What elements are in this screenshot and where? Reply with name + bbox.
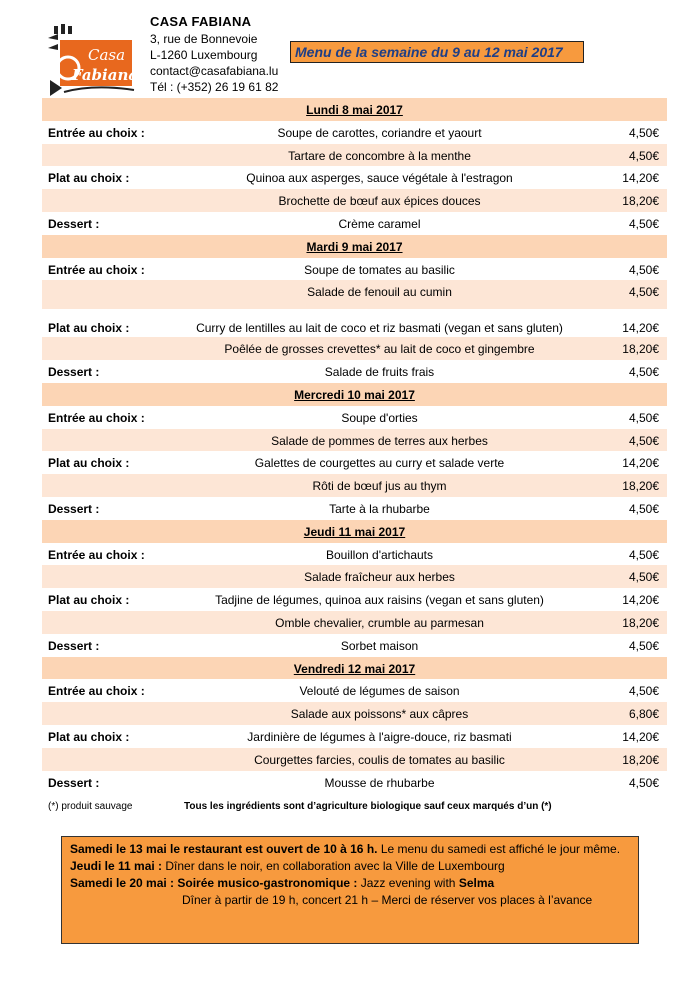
menu-row [42, 144, 667, 167]
svg-text:Casa: Casa [88, 46, 126, 64]
dish-price: 18,20€ [622, 479, 659, 494]
dish-price: 14,20€ [622, 171, 659, 186]
day-title: Lundi 8 mai 2017 [306, 103, 403, 117]
saturday-20-bold: Samedi le 20 mai : Soirée musico-gastronomique : [70, 876, 358, 890]
dish-price: 4,50€ [628, 262, 659, 277]
dish-name: Courgettes farcies, coulis de tomates au basilic [254, 752, 505, 767]
dish-name: Salade de fruits frais [324, 365, 435, 380]
course-label: Plat au choix : [48, 456, 130, 471]
dish-price: 4,50€ [628, 410, 659, 425]
dish-price: 18,20€ [622, 194, 659, 209]
course-label: Plat au choix : [48, 320, 130, 335]
dish-name: Rôti de bœuf jus au thym [312, 479, 447, 494]
menu-row [42, 474, 667, 497]
contact-telephone: Tél : (+352) 26 19 61 82 [150, 80, 279, 94]
dish-price: 4,50€ [628, 570, 659, 585]
dish-name: Sorbet maison [340, 638, 419, 653]
menu-row [42, 360, 667, 383]
dish-price: 14,20€ [622, 456, 659, 471]
course-label: Entrée au choix : [48, 262, 145, 277]
dish-name: Tadjine de légumes, quinoa aux raisins (vegan et sans gluten) [215, 593, 544, 608]
day-header [42, 657, 667, 680]
menu-row [42, 166, 667, 189]
dish-price: 6,80€ [628, 707, 659, 722]
dish-price: 4,50€ [628, 501, 659, 516]
saturday-13-notice [70, 841, 630, 858]
saturday-13-text: Le menu du samedi est affiché le jour même. [377, 842, 621, 856]
saturday-20-notice [70, 875, 630, 892]
wild-product-footnote: (*) produit sauvage [48, 801, 133, 812]
dish-name: Salade aux poissons* aux câpres [290, 707, 469, 722]
dish-price: 4,50€ [628, 216, 659, 231]
menu-row [42, 634, 667, 657]
svg-text:Fabiana: Fabiana [72, 66, 138, 84]
saturday-20-text: Jazz evening with [357, 876, 459, 890]
menu-row [42, 212, 667, 235]
dish-price: 18,20€ [622, 342, 659, 357]
weekly-menu-table [42, 98, 667, 793]
dish-name: Brochette de bœuf aux épices douces [278, 194, 481, 209]
course-label: Plat au choix : [48, 593, 130, 608]
dish-name: Tartare de concombre à la menthe [288, 148, 471, 163]
saturday-20-artist: Selma [458, 876, 495, 890]
menu-row [42, 451, 667, 474]
day-title: Vendredi 12 mai 2017 [293, 661, 416, 676]
menu-row [42, 497, 667, 520]
dish-name: Soupe de carottes, coriandre et yaourt [277, 125, 482, 140]
contact-email[interactable]: contact@casafabiana.lu [150, 64, 279, 78]
dish-name: Quinoa aux asperges, sauce végétale à l'estragon [246, 171, 513, 186]
dish-price: 4,50€ [628, 148, 659, 163]
menu-row [42, 406, 667, 429]
dish-name: Soupe d'orties [341, 410, 418, 425]
dish-name: Omble chevalier, crumble au parmesan [275, 615, 484, 630]
casa-fabiana-logo [46, 22, 138, 100]
dish-price: 4,50€ [628, 365, 659, 380]
dish-price: 4,50€ [628, 433, 659, 448]
dish-name: Tarte à la rhubarbe [329, 501, 430, 516]
menu-row [42, 121, 667, 144]
menu-row [42, 280, 667, 309]
menu-week-title: Menu de la semaine du 9 au 12 mai 2017 [290, 41, 584, 63]
course-label: Entrée au choix : [48, 684, 145, 699]
course-label: Entrée au choix : [48, 125, 145, 140]
dish-name: Galettes de courgettes au curry et salade verte [254, 456, 505, 471]
dish-price: 4,50€ [628, 125, 659, 140]
dish-name: Crème caramel [338, 216, 421, 231]
day-header [42, 520, 667, 543]
dish-name: Jardinière de légumes à l'aigre-douce, riz basmati [247, 729, 512, 744]
dish-price: 4,50€ [628, 684, 659, 699]
dish-price: 4,50€ [628, 775, 659, 790]
dish-name: Poêlée de grosses crevettes* au lait de coco et gingembre [224, 342, 535, 357]
thursday-11-notice [70, 858, 630, 875]
day-title: Jeudi 11 mai 2017 [303, 524, 406, 539]
dish-name: Soupe de tomates au basilic [304, 262, 455, 277]
organic-ingredients-note: Tous les ingrédients sont d’agriculture biologique sauf ceux marqués d’un (*) [184, 801, 552, 812]
menu-row [42, 748, 667, 771]
day-header [42, 235, 667, 258]
dish-name: Mousse de rhubarbe [324, 775, 435, 790]
course-label: Dessert : [48, 775, 100, 790]
saturday-13-bold: Samedi le 13 mai le restaurant est ouvert de 10 à 16 h. [70, 842, 378, 856]
dish-price: 14,20€ [622, 729, 659, 744]
course-label: Dessert : [48, 365, 100, 380]
course-label: Plat au choix : [48, 171, 130, 186]
menu-row [42, 309, 667, 338]
dish-price: 4,50€ [628, 638, 659, 653]
dish-price: 18,20€ [622, 752, 659, 767]
day-header [42, 98, 667, 121]
menu-row [42, 679, 667, 702]
thursday-11-bold: Jeudi le 11 mai : [70, 859, 163, 873]
menu-row [42, 258, 667, 281]
day-title: Mercredi 10 mai 2017 [294, 387, 415, 402]
menu-row [42, 429, 667, 452]
dish-price: 18,20€ [622, 615, 659, 630]
menu-row [42, 543, 667, 566]
menu-row [42, 337, 667, 360]
dish-name: Curry de lentilles au lait de coco et riz basmati (vegan et sans gluten) [196, 320, 563, 335]
dish-price: 4,50€ [628, 547, 659, 562]
dish-name: Salade fraîcheur aux herbes [304, 570, 455, 585]
address-city: L-1260 Luxembourg [150, 48, 258, 62]
menu-row [42, 189, 667, 212]
menu-row [42, 771, 667, 794]
course-label: Plat au choix : [48, 729, 130, 744]
dish-name: Bouillon d'artichauts [325, 547, 434, 562]
menu-row [42, 588, 667, 611]
restaurant-name: CASA FABIANA [150, 14, 252, 29]
day-title: Mardi 9 mai 2017 [306, 239, 403, 254]
course-label: Entrée au choix : [48, 547, 145, 562]
course-label: Entrée au choix : [48, 410, 145, 425]
course-label: Dessert : [48, 638, 100, 653]
dish-price: 14,20€ [622, 593, 659, 608]
menu-row [42, 725, 667, 748]
course-label: Dessert : [48, 501, 100, 516]
dish-price: 14,20€ [622, 320, 659, 335]
day-header [42, 383, 667, 406]
menu-row [42, 702, 667, 725]
menu-row [42, 565, 667, 588]
dish-name: Velouté de légumes de saison [299, 684, 460, 699]
events-notice-box [61, 836, 639, 944]
dish-price: 4,50€ [628, 285, 659, 300]
saturday-20-details: Dîner à partir de 19 h, concert 21 h – Merci de réserver vos places à l’avance [182, 893, 593, 907]
dish-name: Salade de pommes de terres aux herbes [271, 433, 488, 448]
thursday-11-text: Dîner dans le noir, en collaboration avec la Ville de Luxembourg [162, 859, 505, 873]
address-street: 3, rue de Bonnevoie [150, 32, 258, 46]
dish-name: Salade de fenouil au cumin [307, 285, 452, 300]
course-label: Dessert : [48, 216, 100, 231]
menu-row [42, 611, 667, 634]
